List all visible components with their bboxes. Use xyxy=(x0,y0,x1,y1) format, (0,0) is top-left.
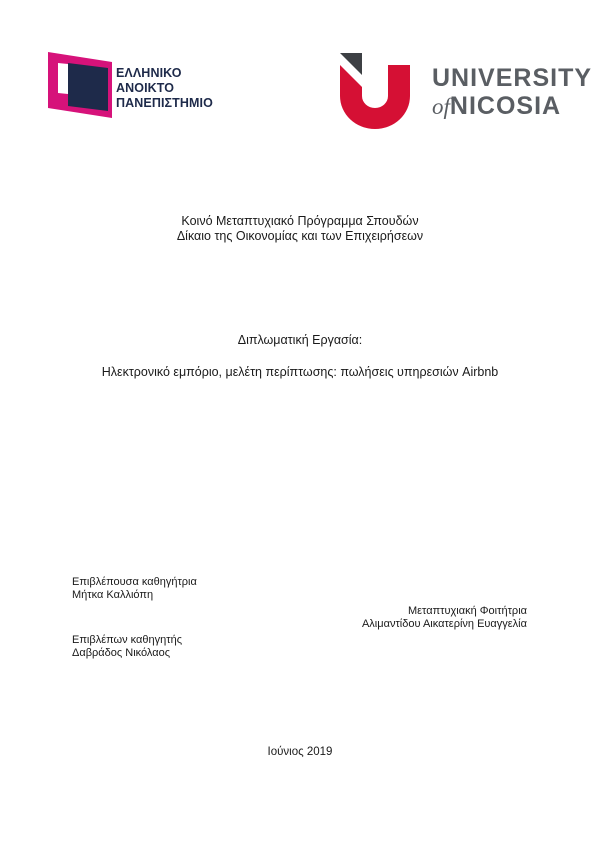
thesis-label: Διπλωματική Εργασία: xyxy=(237,333,363,347)
unic-logo-university: UNIVERSITY xyxy=(432,64,593,92)
eap-logo-line-1: ΕΛΛΗΝΙΚΟ xyxy=(116,66,182,80)
date: Ιούνιος 2019 xyxy=(267,746,333,758)
unic-logo-text xyxy=(432,64,592,121)
unic-logo-of: of xyxy=(432,94,450,119)
student-role: Μεταπτυχιακή Φοιτήτρια xyxy=(407,605,527,617)
supervisor-2 xyxy=(72,634,182,660)
eap-logo-line-3: ΠΑΝΕΠΙΣΤΗΜΙΟ xyxy=(116,96,213,110)
program-line-1: Κοινό Μεταπτυχιακό Πρόγραμμα Σπουδών xyxy=(181,214,419,228)
supervisor-2-name: Δαβράδος Νικόλαος xyxy=(72,647,171,659)
supervisor-1-role: Επιβλέπουσα καθηγήτρια xyxy=(72,576,197,588)
unic-logo-nicosia: NICOSIA xyxy=(449,92,562,120)
supervisor-1-name: Μήτκα Καλλιόπη xyxy=(72,589,154,601)
eap-logo-line-2: ΑΝΟΙΚΤΟ xyxy=(116,81,175,95)
unic-logo-line-2 xyxy=(432,92,592,121)
eap-logo-text xyxy=(116,66,213,111)
program-line-2: Δίκαιο της Οικονομίας και των Επιχειρήσεων xyxy=(176,229,424,243)
student-block xyxy=(362,605,527,631)
thesis-title: Ηλεκτρονικό εμπόριο, μελέτη περίπτωσης: πωλήσεις υπηρεσιών Airbnb xyxy=(101,365,499,379)
eap-logo-icon xyxy=(48,50,112,118)
program-title xyxy=(0,214,600,244)
supervisor-2-role: Επιβλέπων καθηγητής xyxy=(72,634,183,646)
student-name: Αλιμαντίδου Αικατερίνη Ευαγγελία xyxy=(361,618,527,630)
supervisor-1 xyxy=(72,576,197,602)
unic-logo-icon xyxy=(340,53,410,129)
